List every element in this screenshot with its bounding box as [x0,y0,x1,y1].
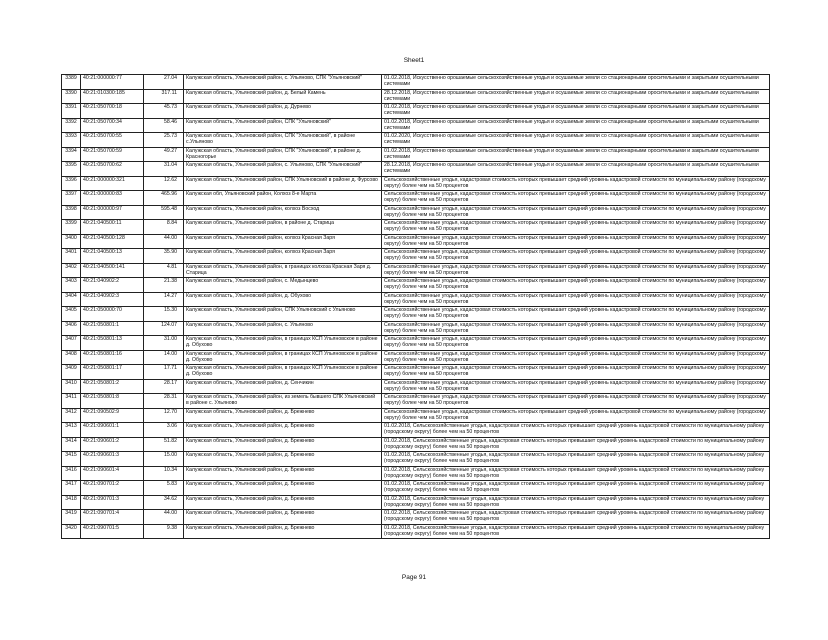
category-cell: Сельскохозяйственные угодья, кадастровая стоимость которых превышает средний уровень кадастровой стоимости по муниципальному району (городскому округу) более чем на 50 процентов [382,336,770,351]
row-number: 3405 [62,307,81,322]
address-cell: Калужская область, Ульяновский район, в границах колхоза Красная Заря д. Старица [184,263,382,278]
table-row [62,423,770,438]
row-number: 3399 [62,220,81,235]
area-value: 28.31 [144,394,184,409]
row-number: 3414 [62,437,81,452]
row-number: 3393 [62,133,81,148]
category-cell: Сельскохозяйственные угодья, кадастровая стоимость которых превышает средний уровень кадастровой стоимости по муниципальному району (городскому округу) более чем на 50 процентов [382,249,770,264]
address-cell: Калужская область, Ульяновский район, д. Брежнево [184,452,382,467]
row-number: 3413 [62,423,81,438]
category-cell: Сельскохозяйственные угодья, кадастровая стоимость которых превышает средний уровень кадастровой стоимости по муниципальному району (городскому округу) более чем на 50 процентов [382,205,770,220]
table-row [62,191,770,206]
address-cell: Калужская область, Ульяновский район, в границах КСП Ульяновское в районе д. Обухово [184,365,382,380]
row-number: 3404 [62,292,81,307]
area-value: 9.38 [144,524,184,539]
address-cell: Калужская область, Ульяновский район, д. Дурнево [184,104,382,119]
cadastral-number: 40:21:090701:5 [81,524,144,539]
table-row [62,118,770,133]
area-value: 15.30 [144,307,184,322]
cadastral-number: 40:21:000000:77 [81,75,144,90]
table-row [62,336,770,351]
table-row [62,481,770,496]
table-row [62,321,770,336]
table-row [62,307,770,322]
row-number: 3403 [62,278,81,293]
address-cell: Калужская область, Ульяновский район, д. Брежнево [184,495,382,510]
category-cell: Сельскохозяйственные угодья, кадастровая стоимость которых превышает средний уровень кадастровой стоимости по муниципальному району (городскому округу) более чем на 50 процентов [382,234,770,249]
row-number: 3392 [62,118,81,133]
category-cell: 01.02.2018, Искусственно орошаемые сельскохозяйственные угодья и осушаемые земли со стационарными оросительными и закрытыми осушительными системами [382,147,770,162]
cadastral-number: 40:21:050801:13 [81,336,144,351]
address-cell: Калужская область, Ульяновский район, д. Сенчикин [184,379,382,394]
category-cell: Сельскохозяйственные угодья, кадастровая стоимость которых превышает средний уровень кадастровой стоимости по муниципальному району (городскому округу) более чем на 50 процентов [382,408,770,423]
address-cell: Калужская область, Ульяновский район, в границах КСП Ульяновское в районе д. Обухово [184,336,382,351]
table-row [62,524,770,539]
address-cell: Калужская область, Ульяновский район, в районе д. Старица [184,220,382,235]
area-value: 17.71 [144,365,184,380]
area-value: 31.00 [144,336,184,351]
category-cell: Сельскохозяйственные угодья, кадастровая стоимость которых превышает средний уровень кадастровой стоимости по муниципальному району (городскому округу) более чем на 50 процентов [382,220,770,235]
category-cell: Сельскохозяйственные угодья, кадастровая стоимость которых превышает средний уровень кадастровой стоимости по муниципальному району (городскому округу) более чем на 50 процентов [382,191,770,206]
cadastral-number: 40:21:050801:1 [81,321,144,336]
area-value: 595.48 [144,205,184,220]
address-cell: Калужская область, Ульяновский район, д. Обухово [184,292,382,307]
category-cell: Сельскохозяйственные угодья, кадастровая стоимость которых превышает средний уровень кадастровой стоимости по муниципальному району (городскому округу) более чем на 50 процентов [382,350,770,365]
area-value: 25.73 [144,133,184,148]
area-value: 14.27 [144,292,184,307]
area-value: 317.11 [144,89,184,104]
row-number: 3396 [62,176,81,191]
cadastral-number: 40:21:090701:3 [81,495,144,510]
cadastral-number: 40:21:050801:2 [81,379,144,394]
category-cell: 01.02.2018, Сельскохозяйственные угодья, кадастровая стоимость которых превышает средний уровень кадастровой стоимости по муниципальному району (городскому округу) более чем на 50 процентов [382,481,770,496]
row-number: 3417 [62,481,81,496]
row-number: 3410 [62,379,81,394]
cadastral-number: 40:21:090701:4 [81,510,144,525]
cadastral-number: 40:21:050700:34 [81,118,144,133]
area-value: 465.96 [144,191,184,206]
cadastral-number: 40:21:000000:97 [81,205,144,220]
address-cell: Калужская обл, Ульяновский район, Колхоз 8-е Марта [184,191,382,206]
area-value: 3.06 [144,423,184,438]
table-row [62,104,770,119]
table-row [62,394,770,409]
table-row [62,205,770,220]
table-row [62,495,770,510]
table-row [62,147,770,162]
area-value: 12.62 [144,176,184,191]
row-number: 3402 [62,263,81,278]
address-cell: Калужская область, Ульяновский район, д. Брежнево [184,408,382,423]
category-cell: 01.02.2018, Искусственно орошаемые сельскохозяйственные угодья и осушаемые земли со стационарными оросительными и закрытыми осушительными системами [382,118,770,133]
category-cell: 01.02.2018, Искусственно орошаемые сельскохозяйственные угодья и осушаемые земли со стационарными оросительными и закрытыми осушительными системами [382,75,770,90]
table-row [62,408,770,423]
table-row [62,263,770,278]
area-value: 4.81 [144,263,184,278]
address-cell: Калужская область, Ульяновский район, колхоз Красная Заря [184,249,382,264]
address-cell: Калужская область, Ульяновский район, д. Брежнево [184,481,382,496]
table-row [62,249,770,264]
address-cell: Калужская область, Ульяновский район, из земель бывшего СПК Ульяновский в районе с. Ульяново [184,394,382,409]
area-value: 34.62 [144,495,184,510]
table-row [62,234,770,249]
row-number: 3409 [62,365,81,380]
row-number: 3408 [62,350,81,365]
category-cell: 28.12.2018, Искусственно орошаемые сельскохозяйственные угодья и осушаемые земли со стационарными оросительными и закрытыми осушительными системами [382,162,770,177]
row-number: 3418 [62,495,81,510]
row-number: 3411 [62,394,81,409]
address-cell: Калужская область, Ульяновский район, с. Ульяново, СПК "Ульяновский" [184,162,382,177]
page-number: Page 91 [401,574,427,581]
cadastral-number: 40:21:000000:321 [81,176,144,191]
category-cell: 01.02.2018, Сельскохозяйственные угодья, кадастровая стоимость которых превышает средний уровень кадастровой стоимости по муниципальному району (городскому округу) более чем на 50 процентов [382,423,770,438]
address-cell: Калужская область, Ульяновский район, СПК Ульяновский с Ульяново [184,307,382,322]
table-row [62,452,770,467]
category-cell: 28.12.2018, Искусственно орошаемые сельскохозяйственные угодья и осушаемые земли со стационарными оросительными и закрытыми осушительными системами [382,89,770,104]
address-cell: Калужская область, Ульяновский район, СПК "Ульяновский", в районе д. Красногорье [184,147,382,162]
row-number: 3420 [62,524,81,539]
table-row [62,176,770,191]
table-row [62,365,770,380]
area-value: 58.46 [144,118,184,133]
table-row [62,510,770,525]
cadastral-number: 40:21:050801:8 [81,394,144,409]
address-cell: Калужская область, Ульяновский район, д. Белый Камень [184,89,382,104]
area-value: 44.00 [144,510,184,525]
cadastral-number: 40:21:050801:16 [81,350,144,365]
address-cell: Калужская область, Ульяновский район, СПК "Ульяновский" [184,118,382,133]
table-row [62,75,770,90]
category-cell: Сельскохозяйственные угодья, кадастровая стоимость которых превышает средний уровень кадастровой стоимости по муниципальному району (городскому округу) более чем на 50 процентов [382,176,770,191]
category-cell: 01.02.2018, Сельскохозяйственные угодья, кадастровая стоимость которых превышает средний уровень кадастровой стоимости по муниципальному району (городскому округу) более чем на 50 процентов [382,524,770,539]
category-cell: Сельскохозяйственные угодья, кадастровая стоимость которых превышает средний уровень кадастровой стоимости по муниципальному району (городскому округу) более чем на 50 процентов [382,292,770,307]
area-value: 12.70 [144,408,184,423]
area-value: 15.00 [144,452,184,467]
category-cell: Сельскохозяйственные угодья, кадастровая стоимость которых превышает средний уровень кадастровой стоимости по муниципальному району (городскому округу) более чем на 50 процентов [382,379,770,394]
table-row [62,133,770,148]
area-value: 31.04 [144,162,184,177]
address-cell: Калужская область, Ульяновский район, д. Брежнево [184,466,382,481]
address-cell: Калужская область, Ульяновский район, СПК "Ульяновский", в районе с.Ульяново [184,133,382,148]
area-value: 28.17 [144,379,184,394]
row-number: 3415 [62,452,81,467]
cadastral-number: 40:21:050700:55 [81,133,144,148]
cadastral-number: 40:21:040902:3 [81,292,144,307]
cadastral-number: 40:21:050000:70 [81,307,144,322]
table-body [62,75,770,539]
table-row [62,379,770,394]
address-cell: Калужская область, Ульяновский район, д. Брежнево [184,423,382,438]
cadastral-number: 40:21:090502:9 [81,408,144,423]
table-row [62,278,770,293]
category-cell: 01.02.2018, Сельскохозяйственные угодья, кадастровая стоимость которых превышает средний уровень кадастровой стоимости по муниципальному району (городскому округу) более чем на 50 процентов [382,466,770,481]
category-cell: 01.02.2018, Сельскохозяйственные угодья, кадастровая стоимость которых превышает средний уровень кадастровой стоимости по муниципальному району (городскому округу) более чем на 50 процентов [382,437,770,452]
cadastral-number: 40:21:050801:17 [81,365,144,380]
land-plots-table [61,74,770,539]
row-number: 3406 [62,321,81,336]
address-cell: Калужская область, Ульяновский район, д. Брежнево [184,510,382,525]
row-number: 3412 [62,408,81,423]
area-value: 10.34 [144,466,184,481]
category-cell: 01.02.2018, Искусственно орошаемые сельскохозяйственные угодья и осушаемые земли со стационарными оросительными и закрытыми осушительными системами [382,104,770,119]
cadastral-number: 40:21:040500:141 [81,263,144,278]
address-cell: Калужская область, Ульяновский район, с. Ульяново, СПК "Ульяновский" [184,75,382,90]
category-cell: Сельскохозяйственные угодья, кадастровая стоимость которых превышает средний уровень кадастровой стоимости по муниципальному району (городскому округу) более чем на 50 процентов [382,365,770,380]
area-value: 8.84 [144,220,184,235]
category-cell: Сельскохозяйственные угодья, кадастровая стоимость которых превышает средний уровень кадастровой стоимости по муниципальному району (городскому округу) более чем на 50 процентов [382,263,770,278]
address-cell: Калужская область, Ульяновский район, д. Брежнево [184,524,382,539]
table-row [62,89,770,104]
address-cell: Калужская область, Ульяновский район, с. Медынцево [184,278,382,293]
table-row [62,466,770,481]
table-row [62,292,770,307]
sheet-title: Sheet1 [403,57,425,64]
cadastral-number: 40:21:090601:2 [81,437,144,452]
cadastral-number: 40:21:090601:3 [81,452,144,467]
address-cell: Калужская область, Ульяновский район, колхоз Красная Заря [184,234,382,249]
address-cell: Калужская область, Ульяновский район, с. Ульяново [184,321,382,336]
area-value: 5.83 [144,481,184,496]
cadastral-number: 40:21:050700:62 [81,162,144,177]
address-cell: Калужская область, Ульяновский район, СПК Ульяновский в районе д. Фурсово [184,176,382,191]
area-value: 21.38 [144,278,184,293]
category-cell: 01.02.2018, Сельскохозяйственные угодья, кадастровая стоимость которых превышает средний уровень кадастровой стоимости по муниципальному району (городскому округу) более чем на 50 процентов [382,510,770,525]
cadastral-number: 40:21:090601:4 [81,466,144,481]
category-cell: Сельскохозяйственные угодья, кадастровая стоимость которых превышает средний уровень кадастровой стоимости по муниципальному району (городскому округу) более чем на 50 процентов [382,394,770,409]
row-number: 3401 [62,249,81,264]
cadastral-number: 40:21:090601:1 [81,423,144,438]
category-cell: 01.02.2018, Сельскохозяйственные угодья, кадастровая стоимость которых превышает средний уровень кадастровой стоимости по муниципальному району (городскому округу) более чем на 50 процентов [382,495,770,510]
cadastral-number: 40:21:040500:128 [81,234,144,249]
table-row [62,437,770,452]
category-cell: 01.02.2018, Сельскохозяйственные угодья, кадастровая стоимость которых превышает средний уровень кадастровой стоимости по муниципальному району (городскому округу) более чем на 50 процентов [382,452,770,467]
row-number: 3400 [62,234,81,249]
cadastral-number: 40:21:090701:2 [81,481,144,496]
category-cell: Сельскохозяйственные угодья, кадастровая стоимость которых превышает средний уровень кадастровой стоимости по муниципальному району (городскому округу) более чем на 50 процентов [382,321,770,336]
area-value: 124.07 [144,321,184,336]
table-row [62,350,770,365]
area-value: 27.04 [144,75,184,90]
row-number: 3419 [62,510,81,525]
area-value: 49.27 [144,147,184,162]
row-number: 3407 [62,336,81,351]
address-cell: Калужская область, Ульяновский район, колхоз Восход [184,205,382,220]
row-number: 3397 [62,191,81,206]
row-number: 3416 [62,466,81,481]
cadastral-number: 40:21:040500:11 [81,220,144,235]
row-number: 3398 [62,205,81,220]
area-value: 45.73 [144,104,184,119]
table-row [62,220,770,235]
address-cell: Калужская область, Ульяновский район, в границах КСП Ульяновское в районе д. Обухово [184,350,382,365]
address-cell: Калужская область, Ульяновский район, д. Брежнево [184,437,382,452]
category-cell: Сельскохозяйственные угодья, кадастровая стоимость которых превышает средний уровень кадастровой стоимости по муниципальному району (городскому округу) более чем на 50 процентов [382,307,770,322]
category-cell: 01.02.2020, Искусственно орошаемые сельскохозяйственные угодья и осушаемые земли со стационарными оросительными и закрытыми осушительными системами [382,133,770,148]
category-cell: Сельскохозяйственные угодья, кадастровая стоимость которых превышает средний уровень кадастровой стоимости по муниципальному району (городскому округу) более чем на 50 процентов [382,278,770,293]
area-value: 35.90 [144,249,184,264]
row-number: 3394 [62,147,81,162]
cadastral-number: 40:21:040902:2 [81,278,144,293]
row-number: 3391 [62,104,81,119]
area-value: 44.00 [144,234,184,249]
cadastral-number: 40:21:040500:13 [81,249,144,264]
cadastral-number: 40:21:050700:59 [81,147,144,162]
cadastral-number: 40:21:050700:18 [81,104,144,119]
table-row [62,162,770,177]
row-number: 3389 [62,75,81,90]
area-value: 14.00 [144,350,184,365]
cadastral-number: 40:21:010300:185 [81,89,144,104]
area-value: 51.82 [144,437,184,452]
cadastral-number: 40:21:000000:83 [81,191,144,206]
row-number: 3395 [62,162,81,177]
row-number: 3390 [62,89,81,104]
